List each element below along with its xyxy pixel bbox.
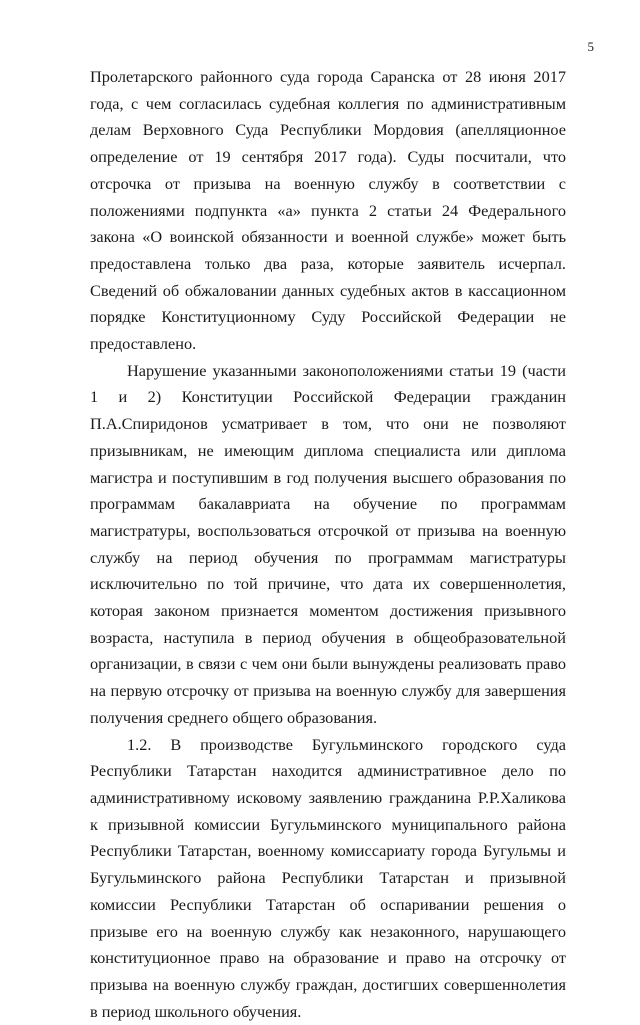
- page-number: 5: [587, 39, 594, 54]
- document-body: [90, 64, 566, 1025]
- paragraph-case-1-2: 1.2. В производстве Бугульминского городского суда Республики Татарстан находится административное дело по административному исковому заявлению гражданина Р.Р.Халикова к призывной комиссии Бугульминского муниципального района Республики Татарстан, военному комиссариату города Бугульмы и Бугульминского района Республики Татарстан и призывной комиссии Республики Татарстан об оспаривании решения о призыве его на военную службу как незаконного, нарушающего конституционное право на образование и право на отсрочку от призыва на военную службу граждан, достигших совершеннолетия в период школьного обучения.: [90, 734, 566, 1021]
- paragraph-court-decision: Пролетарского районного суда города Саранска от 28 июня 2017 года, с чем согласилась судебная коллегия по административным делам Верховного Суда Республики Мордовия (апелляционное определение от 19 сентября 2017 года). Суды посчитали, что отсрочка от призыва на военную службу в соответствии с положениями подпункта «а» пункта 2 статьи 24 Федерального закона «О воинской обязанности и военной службе» может быть предоставлена только два раза, которые заявитель исчерпал. Сведений об обжаловании данных судебных актов в кассационном порядке Конституционному Суду Российской Федерации не предоставлено.: [90, 67, 566, 354]
- paragraph-violation-claim: Нарушение указанными законоположениями статьи 19 (части 1 и 2) Конституции Российской Федерации гражданин П.А.Спиридонов усматривает в том, что они не позволяют призывникам, не имеющим диплома специалиста или диплома магистра и поступившим в год получения высшего образования по программам бакалавриата на обучение по программам магистратуры, воспользоваться отсрочкой от призыва на военную службу на период обучения по программам магистратуры исключительно по той причине, что дата их совершеннолетия, которая законом признается моментом достижения призывного возраста, наступила в период обучения в общеобразовательной организации, в связи с чем они были вынуждены реализовать право на первую отсрочку от призыва на военную службу для завершения получения среднего общего образования.: [90, 360, 566, 727]
